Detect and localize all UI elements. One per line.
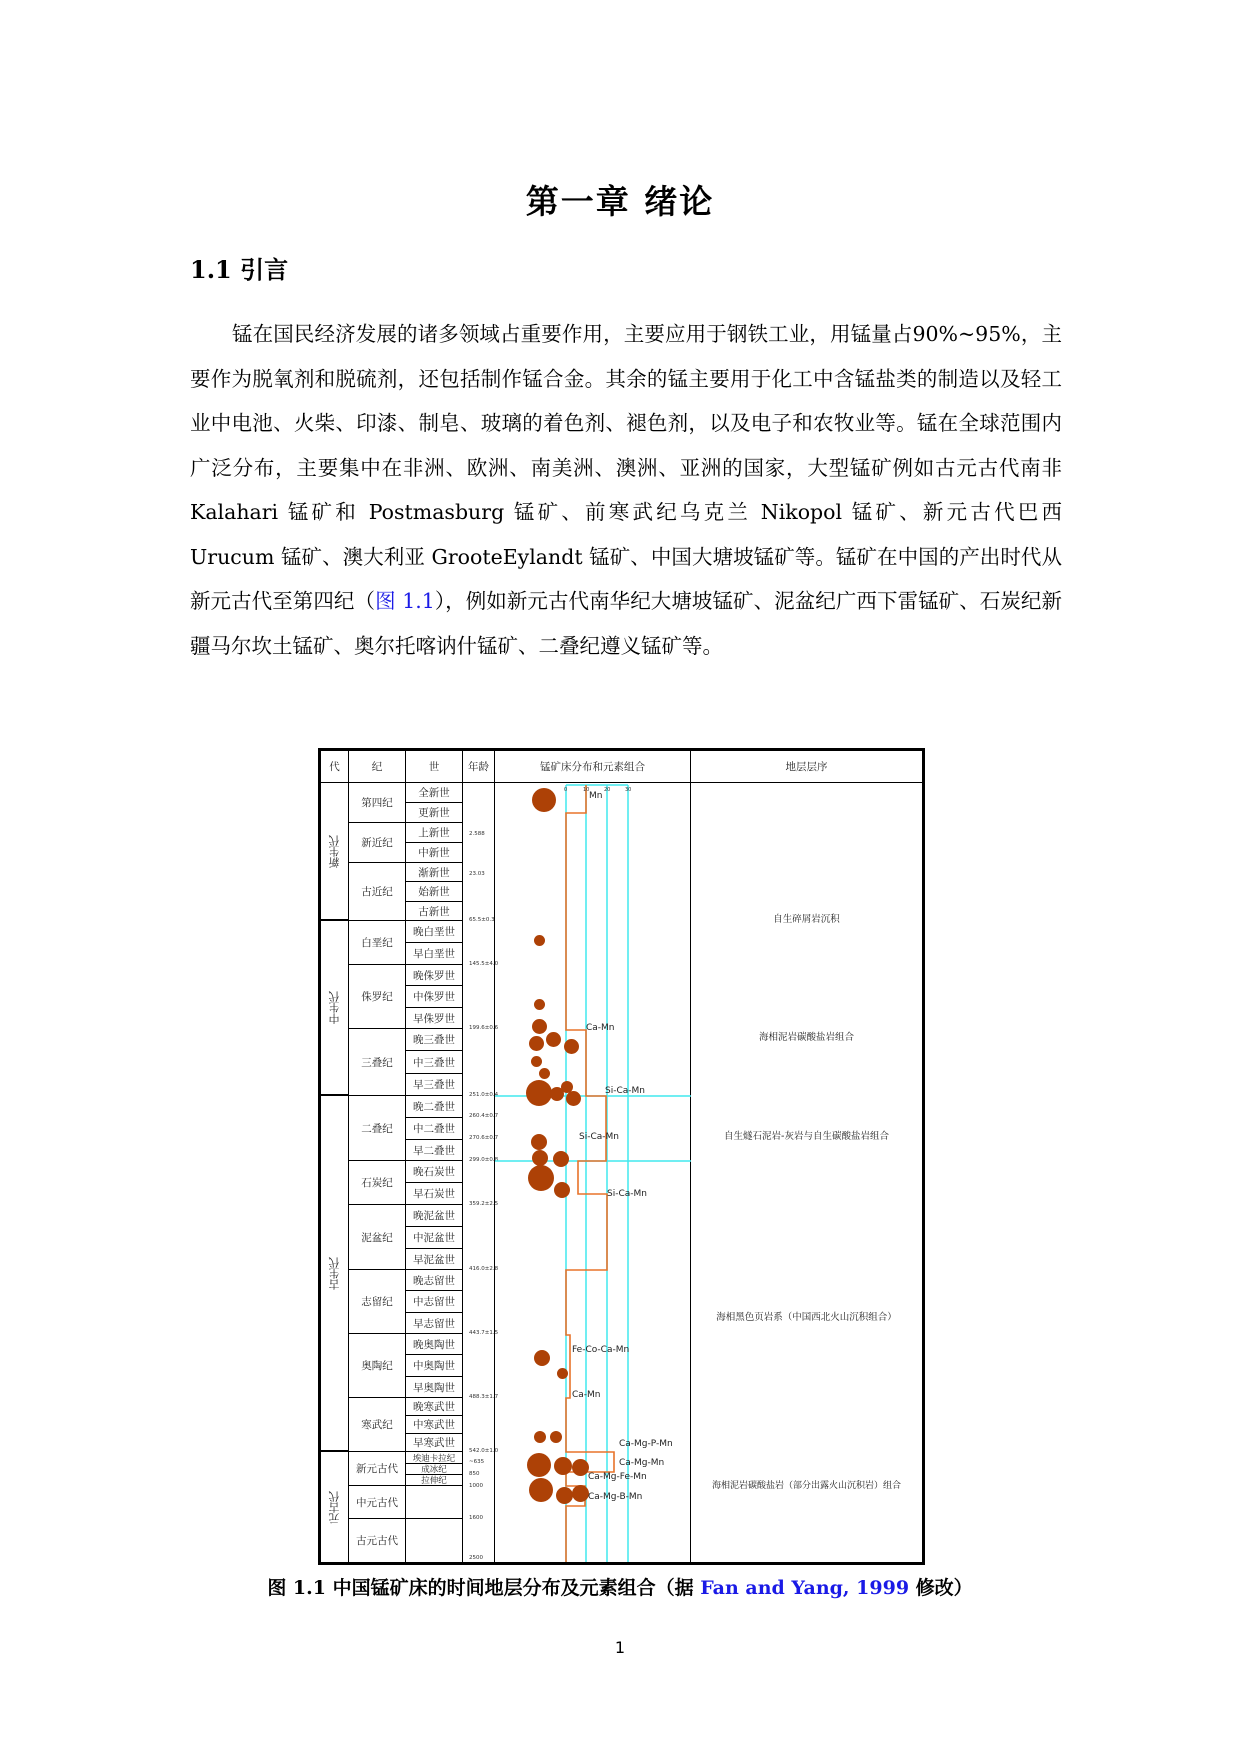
epoch: 中新世 (406, 843, 463, 863)
period: 中元古代 (349, 1486, 406, 1519)
stratigraphy-label: 自生碎屑岩沉积 (773, 914, 840, 925)
caption-text: 图 1.1 中国锰矿床的时间地层分布及元素组合（据 (267, 1577, 701, 1599)
header-period: 纪 (349, 751, 406, 783)
epoch: 始新世 (406, 882, 463, 902)
age-label: ~635 (469, 1459, 485, 1465)
epoch: 晚侏罗世 (406, 965, 463, 986)
epoch: 渐新世 (406, 863, 463, 882)
era-cenozoic: 新生代 (321, 783, 349, 921)
period: 古元古代 (349, 1519, 406, 1562)
chapter-title: 第一章 绪论 (525, 182, 715, 221)
epoch: 早泥盆世 (406, 1249, 463, 1270)
paragraph-text: 锰在国民经济发展的诸多领域占重要作用，主要应用于钢铁工业，用锰量占90%~95%，主要作为脱氧剂和脱硫剂，还包括制作锰合金。其余的锰主要用于化工中含锰盐类的制造以及轻工业中电池、火柴、印漆、制皂、玻璃的着色剂、褪色剂，以及电子和农牧业等。锰在全球范围内广泛分布，主要集中在非洲、欧洲、南美洲、澳洲、亚洲的国家，大型锰矿例如古元古代南非 Kalahari 锰矿和 Postmasburg 锰矿、前寒武纪乌克兰 Nikopol 锰矿、新元古代巴西 Urucum 锰矿、澳大利亚 GrooteEylandt 锰矿、中国大塘坡锰矿等。锰矿在中国的产出时代从新元古代至第四纪（ (190, 322, 1062, 613)
age-column (463, 783, 495, 1562)
epoch: 早白垩世 (406, 943, 463, 965)
deposit-dot (531, 1134, 547, 1150)
epoch-empty (406, 1486, 463, 1519)
age-label: 145.5±4.0 (469, 961, 499, 967)
deposit-dot (557, 1368, 568, 1379)
deposit-dot (572, 1485, 589, 1502)
period: 寒武纪 (349, 1398, 406, 1452)
paragraph-text-end: ），例如新元古代南华纪大塘坡锰矿、泥盆纪广西下雷锰矿、石炭纪新疆马尔坎土锰矿、奥尔托喀讷什锰矿、二叠纪遵义锰矿等。 (190, 589, 1062, 658)
age-label: 542.0±1.0 (469, 1448, 499, 1454)
era-proterozoic: 元古代 (321, 1452, 349, 1562)
epoch: 晚志留世 (406, 1270, 463, 1291)
age-label: 359.2±2.5 (469, 1201, 499, 1207)
epoch: 古新世 (406, 902, 463, 921)
deposit-dot (554, 1182, 570, 1198)
deposit-dot (526, 1080, 552, 1106)
element-label: Ca-Mn (586, 1023, 615, 1033)
deposit-dot (539, 1068, 550, 1079)
body-paragraph (190, 312, 1062, 668)
period: 泥盆纪 (349, 1205, 406, 1270)
epoch: 中二叠世 (406, 1118, 463, 1140)
epoch: 早志留世 (406, 1313, 463, 1334)
period: 二叠纪 (349, 1096, 406, 1161)
period: 白垩纪 (349, 921, 406, 965)
deposit-dot (529, 1478, 553, 1502)
deposit-dot (534, 999, 545, 1010)
epoch: 中侏罗世 (406, 986, 463, 1008)
stratigraphy-label: 海相黑色页岩系（中国西北火山沉积组合） (716, 1312, 897, 1323)
epoch: 晚三叠世 (406, 1029, 463, 1051)
header-stratigraphy: 地层层序 (691, 751, 922, 783)
deposit-dot (529, 1036, 544, 1051)
deposit-dot (531, 1056, 542, 1067)
epoch: 中三叠世 (406, 1051, 463, 1074)
deposit-dot (572, 1459, 589, 1476)
epoch: 晚二叠世 (406, 1096, 463, 1118)
epoch-empty (406, 1519, 463, 1562)
svg-text:20: 20 (604, 787, 611, 793)
header-epoch: 世 (406, 751, 463, 783)
deposit-dot (553, 1151, 569, 1167)
age-label: 65.5±0.3 (469, 917, 495, 923)
epoch: 埃迪卡拉纪 (406, 1452, 463, 1464)
epoch: 晚白垩世 (406, 921, 463, 943)
figure-reference-link[interactable]: 图 1.1 (375, 589, 435, 613)
epoch: 早三叠世 (406, 1074, 463, 1096)
deposit-dot (550, 1431, 562, 1443)
epoch: 拉伸纪 (406, 1475, 463, 1486)
epoch: 中奥陶世 (406, 1355, 463, 1377)
age-label: 23.03 (469, 871, 485, 877)
deposit-dot (532, 788, 556, 812)
svg-text:10: 10 (583, 787, 590, 793)
period: 奥陶纪 (349, 1334, 406, 1398)
epoch: 全新世 (406, 783, 463, 803)
age-label: 1000 (469, 1483, 483, 1489)
deposit-dot (546, 1032, 561, 1047)
age-label: 299.0±0.8 (469, 1157, 499, 1163)
stratigraphy-label: 海相泥岩碳酸盐岩组合 (758, 1032, 854, 1043)
period: 第四纪 (349, 783, 406, 823)
deposit-dot (554, 1457, 572, 1475)
element-label: Ca-Mg-B-Mn (588, 1492, 643, 1502)
header-age: 年龄 (463, 751, 495, 783)
epoch: 早侏罗世 (406, 1008, 463, 1029)
period: 新近纪 (349, 823, 406, 863)
period: 石炭纪 (349, 1161, 406, 1205)
age-label: 1600 (469, 1515, 483, 1521)
element-label: Ca-Mg-Mn (619, 1458, 665, 1468)
element-label: Mn (589, 791, 603, 801)
epoch: 早二叠世 (406, 1140, 463, 1161)
epoch: 晚寒武世 (406, 1398, 463, 1416)
period: 新元古代 (349, 1452, 406, 1486)
age-label: 2500 (469, 1555, 483, 1561)
age-label: 850 (469, 1471, 480, 1477)
era-mesozoic: 中生代 (321, 921, 349, 1096)
age-label: 270.6±0.7 (469, 1135, 499, 1141)
age-label: 199.6±0.6 (469, 1025, 499, 1031)
epoch: 早石炭世 (406, 1183, 463, 1205)
age-label: 443.7±1.5 (469, 1330, 499, 1336)
epoch: 更新世 (406, 803, 463, 823)
era-paleozoic: 古生代 (321, 1096, 349, 1452)
deposit-dot (556, 1487, 573, 1504)
deposit-dot (564, 1039, 579, 1054)
epoch: 晚奥陶世 (406, 1334, 463, 1355)
element-label: Ca-Mn (572, 1390, 601, 1400)
age-label: 260.4±0.7 (469, 1113, 499, 1119)
period: 侏罗纪 (349, 965, 406, 1029)
age-label: 416.0±2.8 (469, 1266, 499, 1272)
period: 志留纪 (349, 1270, 406, 1334)
deposit-dot (532, 1150, 548, 1166)
element-label: Ca-Mg-P-Mn (619, 1439, 673, 1449)
epoch: 晚泥盆世 (406, 1205, 463, 1227)
epoch: 上新世 (406, 823, 463, 843)
epoch: 中志留世 (406, 1291, 463, 1313)
section-title: 1.1 引言 (190, 255, 289, 284)
figure-caption (0, 1573, 1240, 1600)
deposit-dot (534, 1431, 546, 1443)
deposit-dot (532, 1019, 547, 1034)
header-deposits: 锰矿床分布和元素组合 (495, 751, 691, 783)
header-era: 代 (321, 751, 349, 783)
epoch: 早奥陶世 (406, 1377, 463, 1398)
element-label: Ca-Mg-Fe-Mn (588, 1472, 647, 1482)
age-label: 488.3±1.7 (469, 1394, 499, 1400)
citation-link[interactable]: Fan and Yang, 1999 (700, 1577, 910, 1599)
epoch: 晚石炭世 (406, 1161, 463, 1183)
element-label: Si-Ca-Mn (605, 1086, 645, 1096)
element-label: Si-Ca-Mn (579, 1132, 619, 1142)
deposit-dot (528, 1165, 554, 1191)
age-label: 251.0±0.4 (469, 1092, 499, 1098)
deposit-dot (566, 1091, 581, 1106)
epoch: 中寒武世 (406, 1416, 463, 1434)
epoch: 成冰纪 (406, 1464, 463, 1475)
stratigraphy-label: 自生燧石泥岩-灰岩与自生碳酸盐岩组合 (724, 1131, 889, 1142)
age-label: 2.588 (469, 831, 485, 837)
period: 古近纪 (349, 863, 406, 921)
deposit-dot (527, 1453, 551, 1477)
deposit-dot (534, 1350, 550, 1366)
element-label: Fe-Co-Ca-Mn (572, 1345, 630, 1355)
stratigraphy-label: 海相泥岩碳酸盐岩（部分出露火山沉积岩）组合 (711, 1481, 901, 1491)
page-number: 1 (614, 1638, 626, 1657)
svg-text:30: 30 (625, 787, 632, 793)
caption-suffix: 修改） (909, 1577, 973, 1599)
figure-manganese-stratigraphy (318, 748, 925, 1565)
epoch: 早寒武世 (406, 1434, 463, 1452)
deposit-dot (534, 935, 545, 946)
element-label: Si-Ca-Mn (607, 1189, 647, 1199)
svg-text:0: 0 (564, 787, 568, 793)
epoch: 中泥盆世 (406, 1227, 463, 1249)
period: 三叠纪 (349, 1029, 406, 1096)
